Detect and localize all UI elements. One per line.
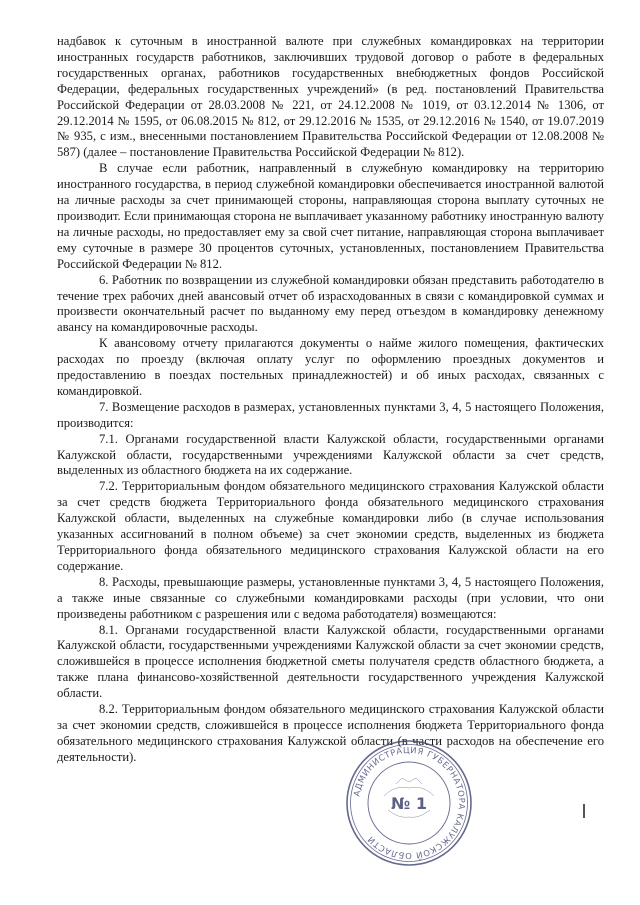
paragraph-item-7: 7. Возмещение расходов в размерах, установленных пунктами 3, 4, 5 настоящего Положения, производится: xyxy=(57,399,604,430)
paragraph-item-8: 8. Расходы, превышающие размеры, установленные пунктами 3, 4, 5 настоящего Положения, а также иные связанные со служебными командировками расходы (при условии, что они произведены работником с разрешения или с ведома работодателя) возмещаются: xyxy=(57,574,604,621)
document-body xyxy=(57,34,604,766)
paragraph-item-8-1: 8.1. Органами государственной власти Калужской области, государственными органами Калужской области, государственными учреждениями Калужской области за счет экономии средств, сложившейся в процессе исполнения бюджетной сметы получателя средств областного бюджета, а также плана финансово-хозяйственной деятельности государственного учреждения Калужской области. xyxy=(57,622,604,701)
seal-number: № 1 xyxy=(391,794,427,813)
paragraph-item-7-2: 7.2. Территориальным фондом обязательного медицинского страхования Калужской области за счет средств бюджета Территориального фонда обязательного медицинского страхования Калужской области, выделенных на служебные командировки либо (в случае использования указанных ассигнований в полном объеме) за счет экономии средств, выделенных из бюджета Территориального фонда обязательного медицинского страхования Калужской области на его содержание. xyxy=(57,479,604,573)
margin-mark xyxy=(583,804,591,818)
paragraph-item-6: 6. Работник по возвращении из служебной командировки обязан представить работодателю в течение трех рабочих дней авансовый отчет об израсходованных в связи с командировкой суммах и произвести окончательный расчет по выданному ему перед отъездом в командировку денежному авансу на командировочные расходы. xyxy=(57,272,604,335)
paragraph-item-8-2: 8.2. Территориальным фондом обязательного медицинского страхования Калужской области за счет экономии средств, сложившейся в процессе исполнения бюджета Территориального фонда обязательного медицинского страхования Калужской области (в части расходов на обеспечение его деятельности). xyxy=(57,702,604,764)
paragraph-continuation: надбавок к суточным в иностранной валюте при служебных командировках на территории иностранных государств работников, заключивших трудовой договор о работе в федеральных государственных органах, работников государственных внебюджетных фондов Российской Федерации, федеральных государственных учреждений» (в ред. постановлений Правительства Российской Федерации от 28.03.2008 № 221, от 24.12.2008 № 1019, от 03.12.2014 № 1306, от 29.12.2014 № 1595, от 06.08.2015 № 812, от 29.12.2016 № 1535, от 29.12.2016 № 1540, от 19.07.2019 № 935, с изм., внесенными постановлением Правительства Российской Федерации от 12.08.2008 № 587) (далее – постановление Правительства Российской Федерации № 812). xyxy=(57,34,604,160)
seal-ring-text: АДМИНИСТРАЦИЯ ГУБЕРНАТОРА КАЛУЖСКОЙ ОБЛАСТИ xyxy=(351,744,468,862)
paragraph-foreign-allowance: В случае если работник, направленный в служебную командировку на территорию иностранного государства, в период служебной командировки обеспечивается иностранной валютой на личные расходы за счет принимающей стороны, направляющая сторона выплату суточных не производит. Если принимающая сторона не выплачивает указанному работнику иностранную валюту на личные расходы, но предоставляет ему за свой счет питание, направляющая сторона выплачивает ему суточные в размере 30 процентов суточных, установленных, постановлением Правительства Российской Федерации № 812. xyxy=(57,161,604,271)
paragraph-item-7-1: 7.1. Органами государственной власти Калужской области, государственными органами Калужской области, государственными учреждениями Калужской области за счет средств, выделенных из областного бюджета на их содержание. xyxy=(57,431,604,478)
paragraph-advance-report-docs: К авансовому отчету прилагаются документы о найме жилого помещения, фактических расходах по проезду (включая оплату услуг по оформлению проездных документов и предоставлению в поездах постельных принадлежностей) и об иных расходах, связанных с командировкой. xyxy=(57,336,604,398)
